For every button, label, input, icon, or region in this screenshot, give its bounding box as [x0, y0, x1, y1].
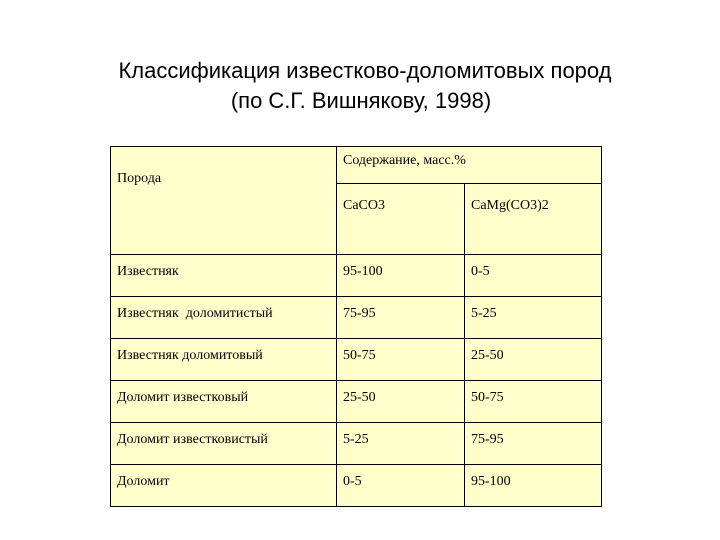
cell-rock: Доломит известковый — [111, 381, 337, 423]
cell-camg: 95-100 — [465, 465, 602, 507]
cell-rock: Известняк доломитовый — [111, 339, 337, 381]
classification-table — [110, 146, 602, 507]
cell-caco3: 5-25 — [337, 423, 465, 465]
table-row — [111, 465, 602, 507]
cell-camg: 25-50 — [465, 339, 602, 381]
table-row — [111, 423, 602, 465]
header-row — [111, 147, 602, 184]
cell-rock: Доломит — [111, 465, 337, 507]
table-row — [111, 255, 602, 297]
slide-title — [0, 56, 720, 116]
cell-caco3: 75-95 — [337, 297, 465, 339]
cell-rock: Известняк — [111, 255, 337, 297]
cell-camg: 75-95 — [465, 423, 602, 465]
table-row — [111, 297, 602, 339]
subheader-caco3: CaCO3 — [337, 184, 465, 255]
cell-camg: 0-5 — [465, 255, 602, 297]
cell-caco3: 0-5 — [337, 465, 465, 507]
table-row — [111, 339, 602, 381]
title-line-2: (по С.Г. Вишнякову, 1998) — [230, 88, 492, 113]
header-rock: Порода — [111, 147, 337, 255]
cell-camg: 5-25 — [465, 297, 602, 339]
cell-rock: Известняк доломитистый — [111, 297, 337, 339]
title-line-1: Классификация известково-доломитовых пород — [118, 58, 612, 83]
cell-camg: 50-75 — [465, 381, 602, 423]
cell-caco3: 25-50 — [337, 381, 465, 423]
table-row — [111, 381, 602, 423]
cell-caco3: 95-100 — [337, 255, 465, 297]
header-content: Содержание, масс.% — [337, 147, 602, 184]
subheader-camg: CaMg(CO3)2 — [465, 184, 602, 255]
cell-caco3: 50-75 — [337, 339, 465, 381]
cell-rock: Доломит известковистый — [111, 423, 337, 465]
